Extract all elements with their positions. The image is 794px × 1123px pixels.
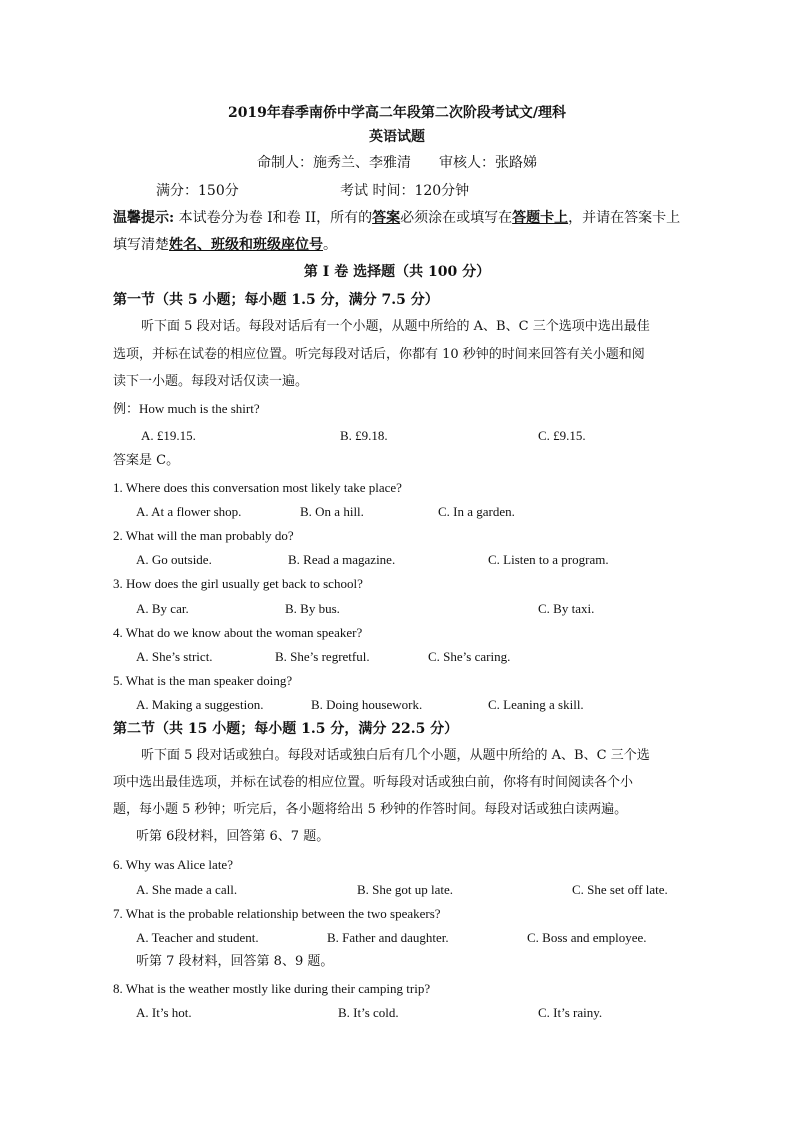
example-option-a: A. £19.15.	[141, 428, 196, 443]
q5-option-b: B. Doing housework.	[311, 697, 423, 712]
exam-time: 考试 时间：120分钟	[340, 183, 470, 199]
q1-option-a: A. At a flower shop.	[136, 504, 242, 519]
full-score: 满分：150分	[156, 183, 239, 199]
q4-option-a: A. She’s strict.	[136, 649, 213, 664]
q8-option-c: C. It’s rainy.	[538, 1005, 603, 1020]
tip-answer-card: 答题卡上	[512, 210, 569, 226]
section2-instruction-3: 题，每小题 5 秒钟；听完后，各小题将给出 5 秒钟的作答时间。每段对话或独白读两遍。	[113, 802, 628, 817]
q6-option-a: A. She made a call.	[136, 882, 238, 897]
tip-label: 温馨提示:	[113, 210, 175, 226]
tip-text-1: 本试卷分为卷 I和卷 II，所有的	[174, 210, 373, 226]
tip-line-2	[113, 236, 337, 254]
example-answer: 答案是 C。	[113, 453, 180, 468]
q1-option-b: B. On a hill.	[300, 504, 364, 519]
section2-instruction-2: 项中选出最佳选项，并标在试卷的相应位置。听每段对话或独白前，你将有时间阅读各个小	[113, 775, 634, 790]
tip-answer-word: 答案	[372, 210, 401, 226]
authors-line: 命制人：施秀兰、李雅清 审核人：张路娣	[257, 155, 537, 171]
section1-instruction-1: 听下面 5 段对话。每段对话后有一个小题，从题中所给的 A、B、C 三个选项中选出最佳	[141, 319, 650, 334]
q3-option-c: C. By taxi.	[538, 601, 595, 616]
question-6: 6. Why was Alice late?	[113, 857, 233, 872]
q3-option-b: B. By bus.	[285, 601, 340, 616]
material-7-note: 听第 7 段材料，回答第 8、9 题。	[136, 954, 334, 969]
tip-text-3: ，并请在答案卡上	[568, 210, 681, 226]
q7-option-a: A. Teacher and student.	[136, 930, 259, 945]
q4-option-c: C. She’s caring.	[428, 649, 511, 664]
part1-title: 第 I 卷 选择题（共 100 分）	[303, 264, 491, 280]
material-6-note: 听第 6段材料，回答第 6、7 题。	[136, 829, 330, 844]
section2-title: 第二节（共 15 小题；每小题 1.5 分，满分 22.5 分）	[113, 721, 459, 737]
q2-option-c: C. Listen to a program.	[488, 552, 609, 567]
q2-option-b: B. Read a magazine.	[288, 552, 396, 567]
section1-instruction-2: 选项，并标在试卷的相应位置。听完每段对话后，你都有 10 秒钟的时间来回答有关小题和阅	[113, 347, 645, 362]
section1-instruction-3: 读下一小题。每段对话仅读一遍。	[113, 374, 309, 389]
example-option-b: B. £9.18.	[340, 428, 388, 443]
tip-line-1	[113, 209, 680, 227]
tip-info: 姓名、班级和班级座位号	[169, 237, 323, 253]
tip-text-5: 。	[323, 237, 337, 253]
example-question: 例：How much is the shirt?	[113, 401, 260, 416]
tip-text-4: 填写清楚	[113, 237, 169, 253]
q5-option-c: C. Leaning a skill.	[488, 697, 584, 712]
q6-option-c: C. She set off late.	[572, 882, 668, 897]
question-5: 5. What is the man speaker doing?	[113, 673, 293, 688]
question-8: 8. What is the weather mostly like during their camping trip?	[113, 981, 431, 996]
section1-title: 第一节（共 5 小题；每小题 1.5 分，满分 7.5 分）	[113, 292, 439, 308]
q8-option-b: B. It’s cold.	[338, 1005, 399, 1020]
exam-subtitle: 英语试题	[369, 129, 425, 145]
question-3: 3. How does the girl usually get back to school?	[113, 576, 363, 591]
tip-text-2: 必须涂在或填写在	[400, 210, 513, 226]
q5-option-a: A. Making a suggestion.	[136, 697, 264, 712]
section2-instruction-1: 听下面 5 段对话或独白。每段对话或独白后有几个小题，从题中所给的 A、B、C 三个选	[141, 748, 650, 763]
q1-option-c: C. In a garden.	[438, 504, 515, 519]
example-option-c: C. £9.15.	[538, 428, 586, 443]
question-4: 4. What do we know about the woman speaker?	[113, 625, 363, 640]
q7-option-b: B. Father and daughter.	[327, 930, 449, 945]
exam-title: 2019年春季南侨中学高二年段第二次阶段考试文/理科	[227, 105, 567, 121]
q3-option-a: A. By car.	[136, 601, 189, 616]
q2-option-a: A. Go outside.	[136, 552, 212, 567]
q4-option-b: B. She’s regretful.	[275, 649, 370, 664]
q8-option-a: A. It’s hot.	[136, 1005, 192, 1020]
question-7: 7. What is the probable relationship between the two speakers?	[113, 906, 441, 921]
q6-option-b: B. She got up late.	[357, 882, 454, 897]
question-1: 1. Where does this conversation most likely take place?	[113, 480, 402, 495]
question-2: 2. What will the man probably do?	[113, 528, 294, 543]
q7-option-c: C. Boss and employee.	[527, 930, 647, 945]
